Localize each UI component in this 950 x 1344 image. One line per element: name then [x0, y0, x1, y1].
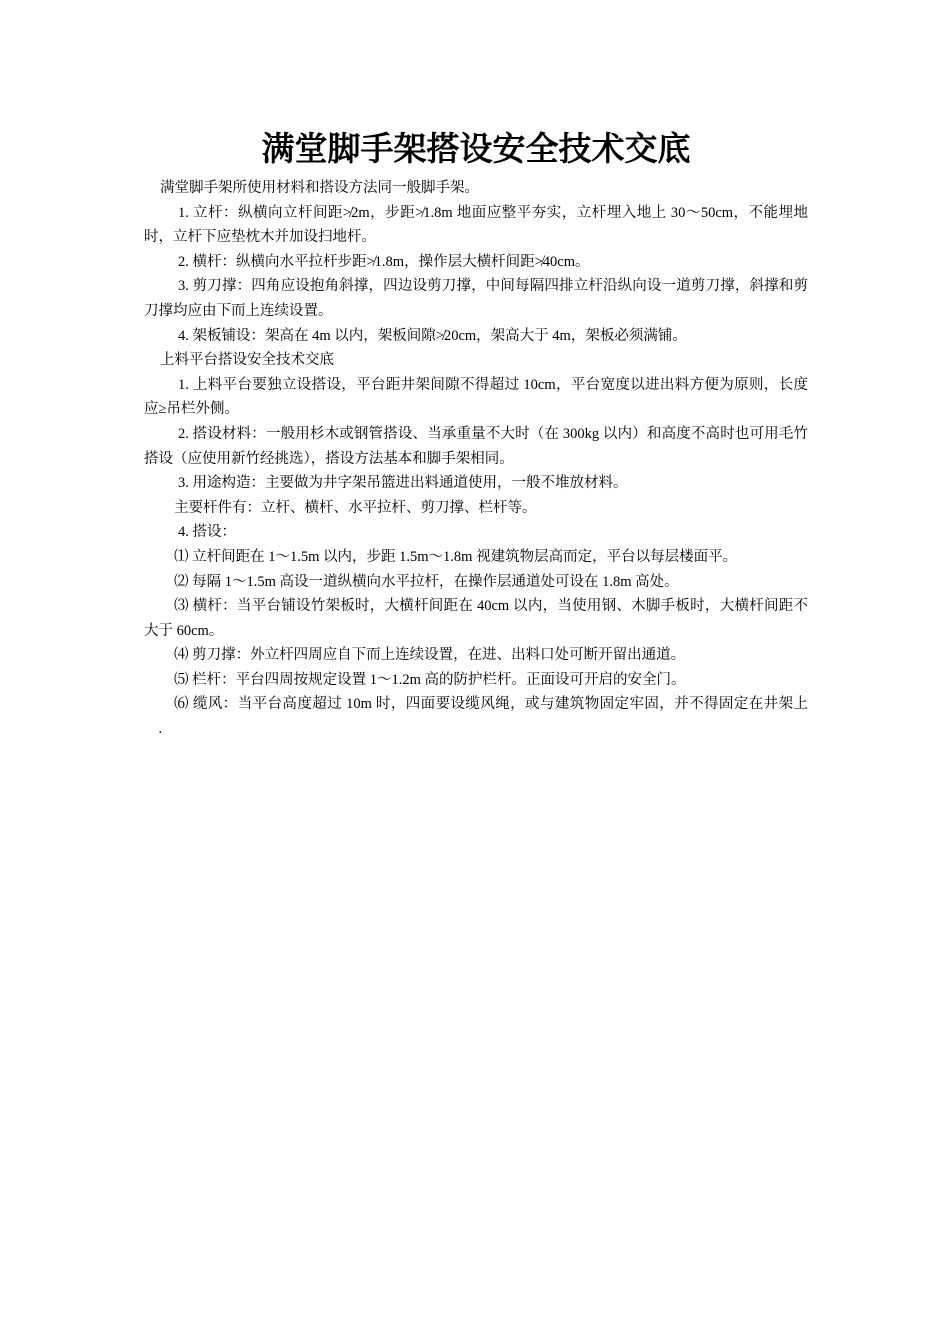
- paragraph-intro: 满堂脚手架所使用材料和搭设方法同一般脚手架。: [160, 180, 479, 196]
- document-title: 满堂脚手架搭设安全技术交底: [261, 129, 691, 168]
- document-body: [144, 126, 808, 742]
- paragraph-sub-5: ⑸ 栏杆：平台四周按规定设置 1～1.2m 高的防护栏杆。正面设可开启的安全门。: [174, 671, 686, 688]
- paragraph-sub-4: ⑷ 剪刀撑：外立杆四周应自下而上连续设置，在进、出料口处可断开留出通道。: [174, 647, 686, 664]
- paragraph-platform-members: 主要杆件有：立杆、横杆、水平拉杆、剪刀撑、栏杆等。: [174, 499, 537, 516]
- paragraph-sub-1: ⑴ 立杆间距在 1～1.5m 以内，步距 1.5m～1.8m 视建筑物层高而定，平台以每层楼面平。: [174, 548, 738, 565]
- paragraph-item-2: 2. 横杆：纵横向水平拉杆步距≯1.8m，操作层大横杆间距≯40cm。: [178, 253, 590, 270]
- paragraph-platform-3: 3. 用途构造：主要做为井字架吊篮进出料通道使用，一般不堆放材料。: [178, 475, 628, 492]
- paragraph-item-3: 3. 剪刀撑：四角应设抱角斜撑，四边设剪刀撑，中间每隔四排立杆沿纵向设一道剪刀撑，斜撑和剪刀撑均应由下而上连续设置。: [144, 278, 808, 319]
- paragraph-item-4: 4. 架板铺设：架高在 4m 以内，架板间隙≯20cm，架高大于 4m，架板必须满铺。: [178, 327, 687, 344]
- section-heading-platform: 上料平台搭设安全技术交底: [160, 352, 334, 369]
- paragraph-platform-4: 4. 搭设：: [178, 524, 236, 541]
- paragraph-item-1: 1. 立杆：纵横向立杆间距≯2m，步距≯1.8m 地面应整平夯实，立杆埋入地上 30～50cm，不能埋地时，立杆下应垫枕木并加设扫地杆。: [144, 204, 808, 246]
- paragraph-platform-2: 2. 搭设材料：一般用杉木或钢管搭设、当承重量不大时（在 300kg 以内）和高度不高时也可用毛竹搭设（应使用新竹经挑选），搭设方法基本和脚手架相同。: [144, 425, 808, 467]
- paragraph-sub-2: ⑵ 每隔 1～1.5m 高设一道纵横向水平拉杆，在操作层通道处可设在 1.8m 高处。: [174, 573, 679, 590]
- paragraph-platform-1: 1. 上料平台要独立设搭设，平台距井架间隙不得超过 10cm，平台宽度以进出料方便为原则，长度应≥吊栏外侧。: [144, 376, 808, 418]
- paragraph-sub-6: ⑹ 缆风：当平台高度超过 10m 时，四面要设缆风绳，或与建筑物固定牢固，并不得固定在井架上 .: [144, 696, 808, 738]
- paragraph-sub-3: ⑶ 横杆：当平台铺设竹架板时，大横杆间距在 40cm 以内，当使用钢、木脚手板时，大横杆间距不大于 60cm。: [144, 598, 808, 639]
